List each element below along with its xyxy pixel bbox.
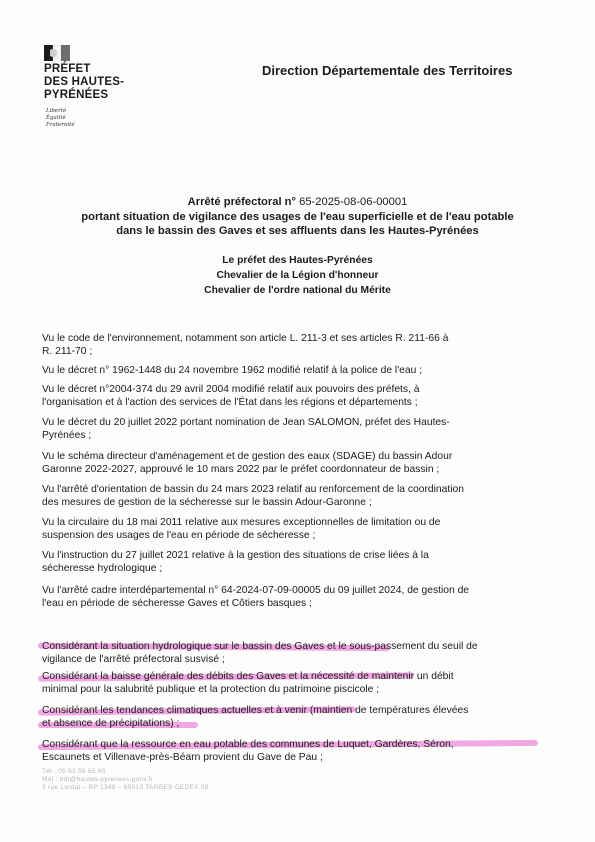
decree-number: 65-2025-08-06-00001 bbox=[295, 196, 408, 208]
logo-line-3: PYRÉNÉES bbox=[44, 89, 109, 101]
logo-line-1: PRÉFET bbox=[44, 63, 91, 75]
vu-paragraph: Vu l'arrêté d'orientation de bassin du 24 mars 2023 relatif au renforcement de la coordination des mesures de gestion de la sécheresse sur le bassin Adour-Garonne ; bbox=[42, 484, 464, 509]
vu-paragraph: Vu le schéma directeur d'aménagement et de gestion des eaux (SDAGE) du bassin Adour Garonne 2022-2027, approuvé le 10 mars 2022 par le préfet coordonnateur de bassin ; bbox=[42, 451, 453, 476]
footer-email: Mél : ddt@hautes-pyrenees.gouv.fr bbox=[42, 776, 154, 783]
vu-paragraph: Vu le décret n°2004-374 du 29 avril 2004 modifié relatif aux pouvoirs des préfets, à l'organisation et à l'action des services de l'État dans les régions et départements ; bbox=[42, 384, 420, 409]
motto-fraternite: Fraternité bbox=[46, 122, 75, 128]
logo-line-2: DES HAUTES- bbox=[44, 76, 125, 88]
footer-phone: Tél : 05 62 56 65 65 bbox=[42, 768, 106, 775]
considerant-paragraph: Considérant que la ressource en eau potable des communes de Luquet, Gardères, Séron, Escaunets et Villenave-près-Béarn provient du Gave de Pau ; bbox=[42, 738, 544, 765]
considerant-paragraph: Considérant la baisse générale des débits des Gaves et la nécessité de maintenir un débit minimal pour la salubrité publique et la protection du patrimoine piscicole ; bbox=[42, 670, 544, 697]
authority-line-3: Chevalier de l'ordre national du Mérite bbox=[204, 285, 391, 296]
vu-paragraph: Vu le décret du 20 juillet 2022 portant nomination de Jean SALOMON, préfet des Hautes- Pyrénées ; bbox=[42, 417, 450, 442]
motto-liberte: Liberté bbox=[46, 108, 67, 114]
authority-line-2: Chevalier de la Légion d'honneur bbox=[216, 270, 379, 281]
marianne-logo-icon bbox=[44, 45, 72, 61]
direction-heading: Direction Départementale des Territoires bbox=[262, 63, 513, 78]
footer-address: 3 rue Lordat – BP 1349 – 65013 TARBES CEDEX 09 bbox=[42, 784, 209, 791]
decree-subject-line-1: portant situation de vigilance des usages de l'eau superficielle et de l'eau potable bbox=[81, 211, 514, 223]
vu-paragraph: Vu l'instruction du 27 juillet 2021 relative à la gestion des situations de crise liées à la sécheresse hydrologique ; bbox=[42, 550, 429, 575]
decree-label: Arrêté préfectoral n° bbox=[187, 196, 296, 208]
vu-paragraph: Vu la circulaire du 18 mai 2011 relative aux mesures exceptionnelles de limitation ou de suspension des usages de l'eau en période de sécheresse ; bbox=[42, 517, 441, 542]
vu-paragraph: Vu le décret n° 1962-1448 du 24 novembre 1962 modifié relatif à la police de l'eau ; bbox=[42, 365, 423, 376]
decree-subject-line-2: dans le bassin des Gaves et ses affluents dans les Hautes-Pyrénées bbox=[116, 225, 479, 237]
vu-paragraph: Vu l'arrêté cadre interdépartemental n° 64-2024-07-09-00005 du 09 juillet 2024, de gestion de l'eau en période de sécheresse Gaves et Côtiers basques ; bbox=[42, 585, 470, 610]
considerant-paragraph: Considérant la situation hydrologique sur le bassin des Gaves et le sous-passement du seuil de vigilance de l'arrêté préfectoral susvisé ; bbox=[42, 640, 544, 667]
authority-line-1: Le préfet des Hautes-Pyrénées bbox=[222, 255, 373, 266]
decree-title bbox=[0, 195, 595, 209]
motto-egalite: Égalité bbox=[46, 115, 66, 121]
vu-paragraph: Vu le code de l'environnement, notamment son article L. 211-3 et ses articles R. 211-66 à R. 211-70 ; bbox=[42, 333, 449, 358]
considerant-paragraph: Considérant les tendances climatiques actuelles et à venir (maintien de températures élevées et absence de précipitations) ; bbox=[42, 704, 544, 731]
